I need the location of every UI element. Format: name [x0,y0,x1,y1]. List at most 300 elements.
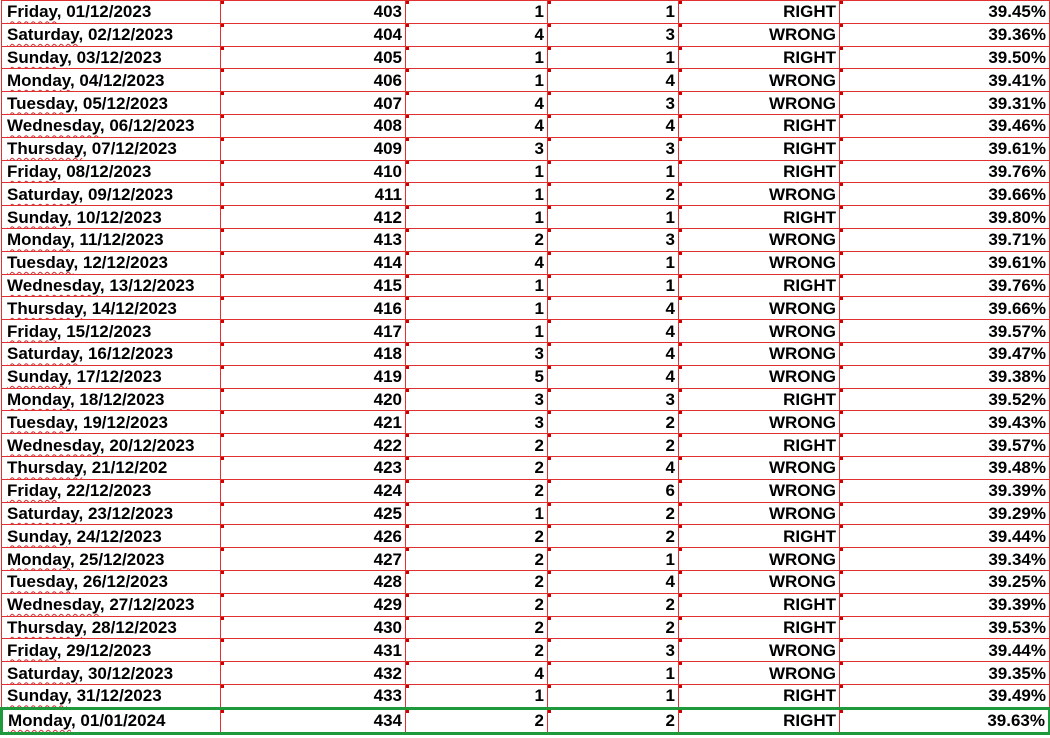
result-cell[interactable] [679,228,840,251]
result-cell[interactable] [679,684,840,708]
result-cell[interactable] [679,320,840,343]
result-cell[interactable] [679,411,840,434]
draw-number-cell[interactable] [221,708,406,733]
value-a-cell[interactable] [406,434,548,457]
date-cell-text: Wednesday, 06/12/2023 [7,116,195,136]
value-b-cell-text: 4 [665,344,675,364]
value-a-cell[interactable] [406,274,548,297]
result-cell[interactable] [679,479,840,502]
draw-number-cell-text: 409 [373,139,402,159]
date-cell[interactable] [2,525,221,548]
value-b-cell-text: 4 [665,321,675,341]
draw-number-cell-text: 412 [373,207,402,227]
draw-number-cell-text: 405 [373,47,402,67]
date-cell[interactable] [2,183,221,206]
value-a-cell[interactable] [406,183,548,206]
cell-indicator [548,47,551,50]
result-cell[interactable] [679,297,840,320]
result-cell-text: WRONG [768,25,836,45]
value-b-cell[interactable] [548,320,679,343]
date-cell[interactable] [2,69,221,92]
date-cell[interactable] [2,502,221,525]
value-a-cell[interactable] [406,46,548,69]
result-cell[interactable] [679,251,840,274]
table-row[interactable] [2,411,1050,434]
value-a-cell-text: 1 [534,2,544,22]
percentage-cell[interactable] [840,593,1050,616]
draw-number-cell[interactable] [221,69,406,92]
draw-number-cell[interactable] [221,46,406,69]
value-a-cell[interactable] [406,639,548,662]
result-cell[interactable] [679,69,840,92]
cell-indicator [840,389,843,392]
result-cell[interactable] [679,206,840,229]
percentage-cell[interactable] [840,388,1050,411]
date-cell[interactable] [2,297,221,320]
table-row[interactable] [2,456,1050,479]
cell-indicator [221,275,224,278]
percentage-cell-text: 39.48% [988,458,1046,478]
result-cell[interactable] [679,525,840,548]
date-cell[interactable] [2,616,221,639]
value-a-cell[interactable] [406,684,548,708]
percentage-cell[interactable] [840,342,1050,365]
value-a-cell-text: 2 [534,640,544,660]
value-b-cell[interactable] [548,114,679,137]
cell-indicator [221,47,224,50]
cell-indicator [548,594,551,597]
value-b-cell[interactable] [548,593,679,616]
value-b-cell[interactable] [548,525,679,548]
value-a-cell[interactable] [406,708,548,733]
value-b-cell[interactable] [548,434,679,457]
cell-indicator [406,161,409,164]
cell-indicator [548,92,551,95]
percentage-cell[interactable] [840,274,1050,297]
percentage-cell[interactable] [840,570,1050,593]
value-b-cell[interactable] [548,297,679,320]
value-a-cell[interactable] [406,662,548,685]
date-cell[interactable] [2,570,221,593]
date-cell-text: Saturday, 23/12/2023 [7,503,174,523]
value-a-cell-text: 4 [534,253,544,273]
draw-number-cell[interactable] [221,137,406,160]
result-cell[interactable] [679,1,840,24]
value-a-cell[interactable] [406,251,548,274]
value-b-cell[interactable] [548,479,679,502]
result-cell[interactable] [679,570,840,593]
cell-indicator [221,389,224,392]
value-b-cell[interactable] [548,639,679,662]
value-b-cell[interactable] [548,388,679,411]
draw-number-cell-text: 407 [373,93,402,113]
value-a-cell[interactable] [406,320,548,343]
table-row[interactable] [2,525,1050,548]
percentage-cell[interactable] [840,639,1050,662]
percentage-cell-text: 39.61% [988,139,1046,159]
draw-number-cell[interactable] [221,114,406,137]
table-row[interactable] [2,639,1050,662]
draw-number-cell-text: 432 [373,663,402,683]
value-a-cell[interactable] [406,342,548,365]
date-cell[interactable] [2,593,221,616]
draw-number-cell[interactable] [221,434,406,457]
value-b-cell[interactable] [548,684,679,708]
percentage-cell[interactable] [840,365,1050,388]
value-b-cell-text: 3 [665,139,675,159]
result-cell[interactable] [679,274,840,297]
result-cell[interactable] [679,137,840,160]
date-cell[interactable] [2,479,221,502]
table-row[interactable] [2,114,1050,137]
cell-indicator [840,275,843,278]
result-cell[interactable] [679,92,840,115]
value-a-cell[interactable] [406,160,548,183]
draw-number-cell-text: 424 [373,481,402,501]
table-row[interactable] [2,92,1050,115]
value-a-cell[interactable] [406,525,548,548]
date-cell[interactable] [2,708,221,733]
table-row[interactable] [2,479,1050,502]
percentage-cell[interactable] [840,297,1050,320]
value-b-cell[interactable] [548,411,679,434]
cell-indicator [679,548,682,551]
percentage-cell[interactable] [840,502,1050,525]
date-cell-text: Friday, 22/12/2023 [7,481,152,501]
cell-indicator [221,343,224,346]
value-a-cell[interactable] [406,593,548,616]
result-cell[interactable] [679,708,840,733]
result-cell[interactable] [679,456,840,479]
result-cell[interactable] [679,639,840,662]
date-cell-text: Wednesday, 27/12/2023 [7,595,195,615]
table-row[interactable] [2,46,1050,69]
date-cell[interactable] [2,456,221,479]
date-cell[interactable] [2,411,221,434]
value-b-cell[interactable] [548,1,679,24]
table-row[interactable] [2,23,1050,46]
date-cell[interactable] [2,684,221,708]
table-row[interactable] [2,593,1050,616]
date-cell-text: Sunday, 24/12/2023 [7,526,162,546]
draw-number-cell[interactable] [221,639,406,662]
value-b-cell-text: 4 [665,458,675,478]
draw-number-cell[interactable] [221,206,406,229]
table-row[interactable] [2,69,1050,92]
value-a-cell[interactable] [406,548,548,571]
cell-indicator [840,161,843,164]
percentage-cell[interactable] [840,114,1050,137]
percentage-cell[interactable] [840,23,1050,46]
percentage-cell[interactable] [840,320,1050,343]
result-cell[interactable] [679,662,840,685]
draw-number-cell[interactable] [221,23,406,46]
draw-number-cell[interactable] [221,662,406,685]
table-row[interactable] [2,183,1050,206]
cell-indicator [840,138,843,141]
value-a-cell[interactable] [406,228,548,251]
percentage-cell[interactable] [840,46,1050,69]
value-b-cell[interactable] [548,137,679,160]
value-b-cell[interactable] [548,342,679,365]
percentage-cell[interactable] [840,456,1050,479]
draw-number-cell[interactable] [221,548,406,571]
draw-number-cell[interactable] [221,228,406,251]
percentage-cell[interactable] [840,1,1050,24]
draw-number-cell-text: 425 [373,503,402,523]
value-a-cell[interactable] [406,616,548,639]
draw-number-cell[interactable] [221,479,406,502]
percentage-cell[interactable] [840,206,1050,229]
value-a-cell[interactable] [406,69,548,92]
percentage-cell-text: 39.31% [988,93,1046,113]
table-row[interactable] [2,206,1050,229]
date-cell[interactable] [2,365,221,388]
table-row[interactable] [2,616,1050,639]
value-a-cell[interactable] [406,456,548,479]
percentage-cell[interactable] [840,411,1050,434]
cell-indicator [679,366,682,369]
percentage-cell[interactable] [840,160,1050,183]
cell-indicator [679,503,682,506]
date-cell[interactable] [2,160,221,183]
cell-indicator [840,1,843,4]
result-cell[interactable] [679,46,840,69]
draw-number-cell[interactable] [221,525,406,548]
cell-indicator [679,343,682,346]
value-b-cell[interactable] [548,274,679,297]
draw-number-cell[interactable] [221,251,406,274]
date-cell[interactable] [2,137,221,160]
cell-indicator [221,662,224,665]
date-cell[interactable] [2,639,221,662]
table-row[interactable] [2,662,1050,685]
date-cell[interactable] [2,388,221,411]
draw-number-cell[interactable] [221,570,406,593]
cell-indicator [548,320,551,323]
table-row[interactable] [2,137,1050,160]
date-cell-text: Sunday, 03/12/2023 [7,47,162,67]
value-b-cell[interactable] [548,662,679,685]
cell-indicator [548,24,551,27]
table-row[interactable] [2,274,1050,297]
table-row[interactable] [2,502,1050,525]
draw-number-cell[interactable] [221,1,406,24]
result-cell[interactable] [679,616,840,639]
cell-indicator [840,297,843,300]
date-cell[interactable] [2,434,221,457]
table-row[interactable] [2,228,1050,251]
result-cell[interactable] [679,160,840,183]
table-row[interactable] [2,548,1050,571]
result-cell[interactable] [679,342,840,365]
result-cell-text: WRONG [768,549,836,569]
value-b-cell[interactable] [548,46,679,69]
draw-number-cell[interactable] [221,684,406,708]
result-cell[interactable] [679,593,840,616]
percentage-cell[interactable] [840,525,1050,548]
value-a-cell[interactable] [406,1,548,24]
value-a-cell[interactable] [406,114,548,137]
value-b-cell[interactable] [548,160,679,183]
draw-number-cell[interactable] [221,456,406,479]
percentage-cell[interactable] [840,183,1050,206]
date-cell[interactable] [2,251,221,274]
percentage-cell[interactable] [840,228,1050,251]
value-a-cell[interactable] [406,479,548,502]
cell-indicator [548,639,551,642]
draw-number-cell[interactable] [221,92,406,115]
table-row[interactable] [2,434,1050,457]
table-row[interactable] [2,365,1050,388]
percentage-cell[interactable] [840,479,1050,502]
cell-indicator [679,411,682,414]
value-b-cell[interactable] [548,570,679,593]
value-a-cell[interactable] [406,206,548,229]
value-b-cell[interactable] [548,502,679,525]
draw-number-cell[interactable] [221,502,406,525]
cell-indicator [840,480,843,483]
value-a-cell[interactable] [406,365,548,388]
percentage-cell-text: 39.39% [988,481,1046,501]
date-cell-text: Sunday, 17/12/2023 [7,367,162,387]
cell-indicator [221,548,224,551]
percentage-cell[interactable] [840,69,1050,92]
date-cell[interactable] [2,662,221,685]
percentage-cell-text: 39.76% [988,275,1046,295]
result-cell[interactable] [679,388,840,411]
result-cell[interactable] [679,183,840,206]
value-b-cell[interactable] [548,365,679,388]
table-row[interactable] [2,251,1050,274]
date-cell[interactable] [2,92,221,115]
percentage-cell[interactable] [840,92,1050,115]
table-row[interactable] [2,297,1050,320]
cell-indicator [406,69,409,72]
value-a-cell[interactable] [406,388,548,411]
value-a-cell[interactable] [406,23,548,46]
cell-indicator [406,662,409,665]
draw-number-cell[interactable] [221,183,406,206]
date-cell[interactable] [2,320,221,343]
draw-number-cell[interactable] [221,320,406,343]
value-b-cell[interactable] [548,69,679,92]
draw-number-cell[interactable] [221,411,406,434]
value-b-cell-text: 2 [665,435,675,455]
cell-indicator [221,206,224,209]
value-b-cell[interactable] [548,228,679,251]
result-cell[interactable] [679,548,840,571]
value-a-cell[interactable] [406,297,548,320]
percentage-cell[interactable] [840,251,1050,274]
table-row[interactable] [2,320,1050,343]
draw-number-cell[interactable] [221,388,406,411]
draw-number-cell[interactable] [221,593,406,616]
result-cell[interactable] [679,114,840,137]
date-cell-text: Monday, 01/01/2024 [8,711,166,731]
result-cell[interactable] [679,365,840,388]
percentage-cell[interactable] [840,434,1050,457]
result-cell[interactable] [679,502,840,525]
cell-indicator [679,320,682,323]
date-cell-text: Monday, 18/12/2023 [7,389,165,409]
value-a-cell[interactable] [406,570,548,593]
value-a-cell[interactable] [406,502,548,525]
date-cell[interactable] [2,228,221,251]
cell-indicator [679,525,682,528]
draw-number-cell[interactable] [221,365,406,388]
table-row[interactable] [2,342,1050,365]
value-b-cell[interactable] [548,183,679,206]
draw-number-cell[interactable] [221,297,406,320]
percentage-cell-text: 39.44% [988,640,1046,660]
percentage-cell[interactable] [840,684,1050,708]
percentage-cell[interactable] [840,616,1050,639]
draw-number-cell[interactable] [221,342,406,365]
date-cell-text: Friday, 29/12/2023 [7,640,152,660]
date-cell[interactable] [2,1,221,24]
percentage-cell[interactable] [840,662,1050,685]
percentage-cell-text: 39.57% [988,435,1046,455]
cell-indicator [679,24,682,27]
value-b-cell[interactable] [548,456,679,479]
date-cell[interactable] [2,548,221,571]
date-cell[interactable] [2,23,221,46]
table-row[interactable] [2,388,1050,411]
value-a-cell[interactable] [406,411,548,434]
cell-indicator [679,639,682,642]
result-cell[interactable] [679,23,840,46]
value-b-cell[interactable] [548,251,679,274]
table-row[interactable] [2,684,1050,708]
percentage-cell[interactable] [840,708,1050,733]
draw-number-cell[interactable] [221,274,406,297]
result-cell[interactable] [679,434,840,457]
percentage-cell[interactable] [840,137,1050,160]
date-cell[interactable] [2,114,221,137]
value-b-cell[interactable] [548,23,679,46]
value-a-cell[interactable] [406,92,548,115]
value-b-cell[interactable] [548,616,679,639]
date-cell[interactable] [2,342,221,365]
date-cell[interactable] [2,46,221,69]
cell-indicator [221,115,224,118]
cell-indicator [840,92,843,95]
value-b-cell[interactable] [548,92,679,115]
cell-indicator [221,297,224,300]
cell-indicator [221,685,224,688]
table-row[interactable] [2,570,1050,593]
value-a-cell-text: 2 [534,711,544,731]
value-b-cell[interactable] [548,708,679,733]
cell-indicator [406,710,409,713]
date-cell[interactable] [2,206,221,229]
table-row[interactable] [2,1,1050,24]
draw-number-cell-text: 421 [373,412,402,432]
draw-number-cell[interactable] [221,160,406,183]
table-row[interactable] [2,160,1050,183]
table-row-selected[interactable] [2,708,1050,733]
value-b-cell[interactable] [548,206,679,229]
value-a-cell[interactable] [406,137,548,160]
value-b-cell-text: 2 [665,711,675,731]
date-cell[interactable] [2,274,221,297]
value-b-cell[interactable] [548,548,679,571]
draw-number-cell[interactable] [221,616,406,639]
value-a-cell-text: 1 [534,686,544,706]
cell-indicator [840,685,843,688]
percentage-cell[interactable] [840,548,1050,571]
